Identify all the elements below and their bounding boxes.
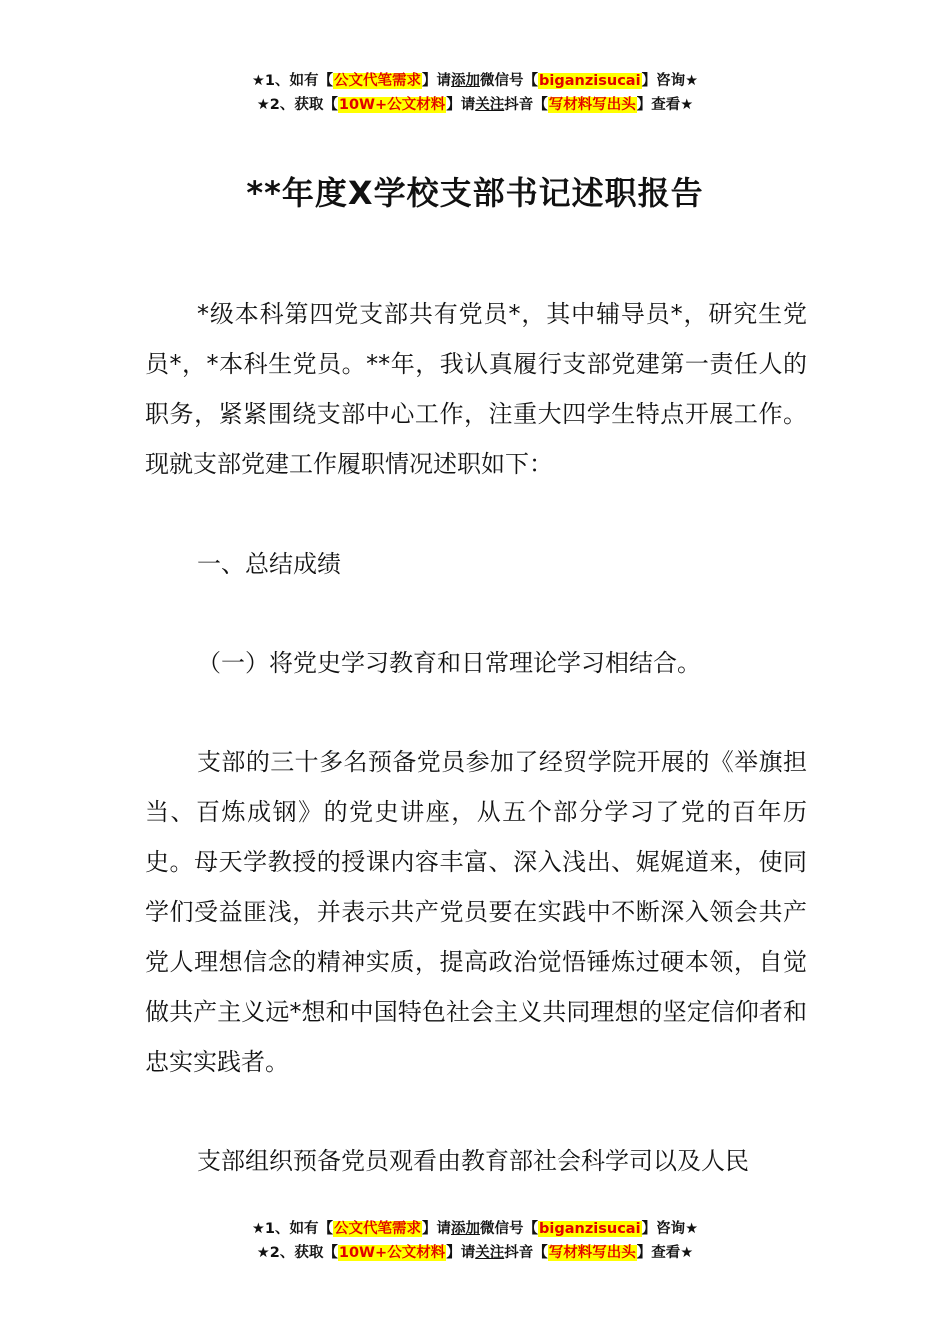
banner-text: 微信号【 bbox=[480, 1221, 539, 1237]
banner-text: 】咨询★ bbox=[641, 1221, 699, 1237]
banner-text: 】查看★ bbox=[636, 1245, 694, 1261]
document-title: **年度X学校支部书记述职报告 bbox=[246, 174, 704, 213]
banner-highlight: 10W+公文材料 bbox=[338, 97, 446, 113]
banner-underline: 添加 bbox=[451, 73, 481, 89]
banner-text: 】请 bbox=[422, 73, 452, 89]
banner-line-1 bbox=[0, 69, 950, 93]
banner-text: 抖音【 bbox=[504, 1245, 548, 1261]
banner-text: 】咨询★ bbox=[641, 73, 699, 89]
banner-text: ★1、如有【 bbox=[251, 1221, 334, 1237]
banner-highlight: biganzisucai bbox=[539, 1221, 641, 1237]
body-paragraph: 支部组织预备党员观看由教育部社会科学司以及人民 bbox=[197, 1147, 749, 1175]
banner-line-1 bbox=[0, 1217, 950, 1241]
banner-text: 抖音【 bbox=[504, 97, 548, 113]
banner-text: ★2、获取【 bbox=[256, 97, 338, 113]
banner-text: 】请 bbox=[446, 1245, 476, 1261]
banner-highlight: 写材料写出头 bbox=[548, 1245, 636, 1261]
banner-highlight: 10W+公文材料 bbox=[338, 1245, 446, 1261]
banner-underline: 关注 bbox=[475, 1245, 505, 1261]
banner-highlight: biganzisucai bbox=[539, 73, 641, 89]
body-paragraph: 支部的三十多名预备党员参加了经贸学院开展的《举旗担当、百炼成钢》的党史讲座，从五个部分学习了党的百年历史。母天学教授的授课内容丰富、深入浅出、娓娓道来，使同学们受益匪浅，并表示共产党员要在实践中不断深入领会共产党人理想信念的精神实质，提高政治觉悟锤炼过硬本领，自觉做共产主义远*想和中国特色社会主义共同理想的坚定信仰者和忠实实践者。 bbox=[145, 748, 807, 1076]
banner-text: 微信号【 bbox=[480, 73, 539, 89]
banner-line-2 bbox=[0, 93, 950, 117]
banner-underline: 添加 bbox=[451, 1221, 481, 1237]
banner-underline: 关注 bbox=[475, 97, 505, 113]
banner-text: ★2、获取【 bbox=[256, 1245, 338, 1261]
intro-paragraph: *级本科第四党支部共有党员*，其中辅导员*，研究生党员*，*本科生党员。**年，我认真履行支部党建第一责任人的职务，紧紧围绕支部中心工作，注重大四学生特点开展工作。现就支部党建工作履职情况述职如下： bbox=[145, 300, 807, 478]
banner-line-2 bbox=[0, 1241, 950, 1265]
banner-text: 】请 bbox=[446, 97, 476, 113]
banner-highlight: 公文代笔需求 bbox=[334, 1221, 422, 1237]
section-heading: 一、总结成绩 bbox=[197, 550, 341, 578]
banner-text: 】查看★ bbox=[636, 97, 694, 113]
banner-text: 】请 bbox=[422, 1221, 452, 1237]
header-banner bbox=[0, 69, 950, 117]
footer-banner bbox=[0, 1217, 950, 1265]
banner-text: ★1、如有【 bbox=[251, 73, 334, 89]
subsection-heading: （一）将党史学习教育和日常理论学习相结合。 bbox=[197, 649, 701, 677]
banner-highlight: 写材料写出头 bbox=[548, 97, 636, 113]
banner-highlight: 公文代笔需求 bbox=[334, 73, 422, 89]
